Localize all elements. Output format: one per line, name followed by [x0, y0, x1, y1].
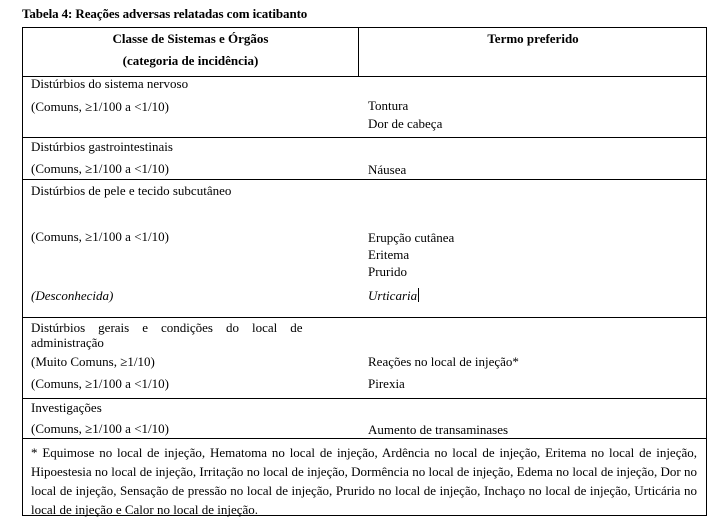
soc-name: Distúrbios do sistema nervoso [31, 76, 189, 91]
header-col1-line2: (categoria de incidência) [122, 53, 259, 68]
adverse-reactions-table [22, 27, 707, 516]
soc-name: Investigações [31, 400, 102, 415]
incidence-category: (Comuns, ≥1/100 a <1/10) [31, 99, 169, 114]
footnote: * Equimose no local de injeção, Hematoma no local de injeção, Ardência no local de injeção, Eritema no local de injeção, Hipoestesia no local de injeção, Irritação no local de injeção, Dormência no local de injeção, Edema no local de injeção, Dor no local de injeção, Sensação de pressão no local de injeção, Prurido no local de injeção, Inchaço no local de injeção, Urticária no local de injeção e Calor no local de injeção. [31, 445, 697, 517]
row-divider [23, 317, 706, 318]
soc-name-line2: administração [31, 335, 104, 350]
incidence-category: (Comuns, ≥1/100 a <1/10) [31, 229, 169, 244]
preferred-term: Dor de cabeça [368, 116, 443, 131]
incidence-category: (Desconhecida) [31, 288, 114, 303]
row-divider [23, 438, 706, 439]
preferred-term: Náusea [368, 162, 407, 177]
incidence-category: (Muito Comuns, ≥1/10) [31, 354, 155, 369]
soc-name-line1: Distúrbios gerais e condições do local de [31, 320, 303, 335]
preferred-term: Eritema [368, 247, 410, 262]
incidence-category: (Comuns, ≥1/100 a <1/10) [31, 376, 169, 391]
incidence-category: (Comuns, ≥1/100 a <1/10) [31, 421, 169, 436]
preferred-term: Reações no local de injeção* [368, 354, 519, 369]
header-col1-line1: Classe de Sistemas e Órgãos [112, 31, 269, 46]
soc-name: Distúrbios gastrointestinais [31, 139, 173, 154]
preferred-term: Urticaria [368, 288, 418, 303]
preferred-term: Erupção cutânea [368, 230, 455, 245]
row-divider [23, 179, 706, 180]
preferred-term: Prurido [368, 264, 407, 279]
incidence-category: (Comuns, ≥1/100 a <1/10) [31, 161, 169, 176]
preferred-term: Aumento de transaminases [368, 422, 509, 437]
preferred-term-cell[interactable] [368, 287, 419, 304]
preferred-term: Tontura [368, 98, 409, 113]
text-cursor [418, 288, 419, 302]
preferred-term: Pirexia [368, 376, 405, 391]
table-title: Tabela 4: Reações adversas relatadas com icatibanto [22, 6, 308, 21]
soc-name: Distúrbios de pele e tecido subcutâneo [31, 183, 232, 198]
row-divider [23, 398, 706, 399]
header-col2: Termo preferido [487, 31, 579, 46]
